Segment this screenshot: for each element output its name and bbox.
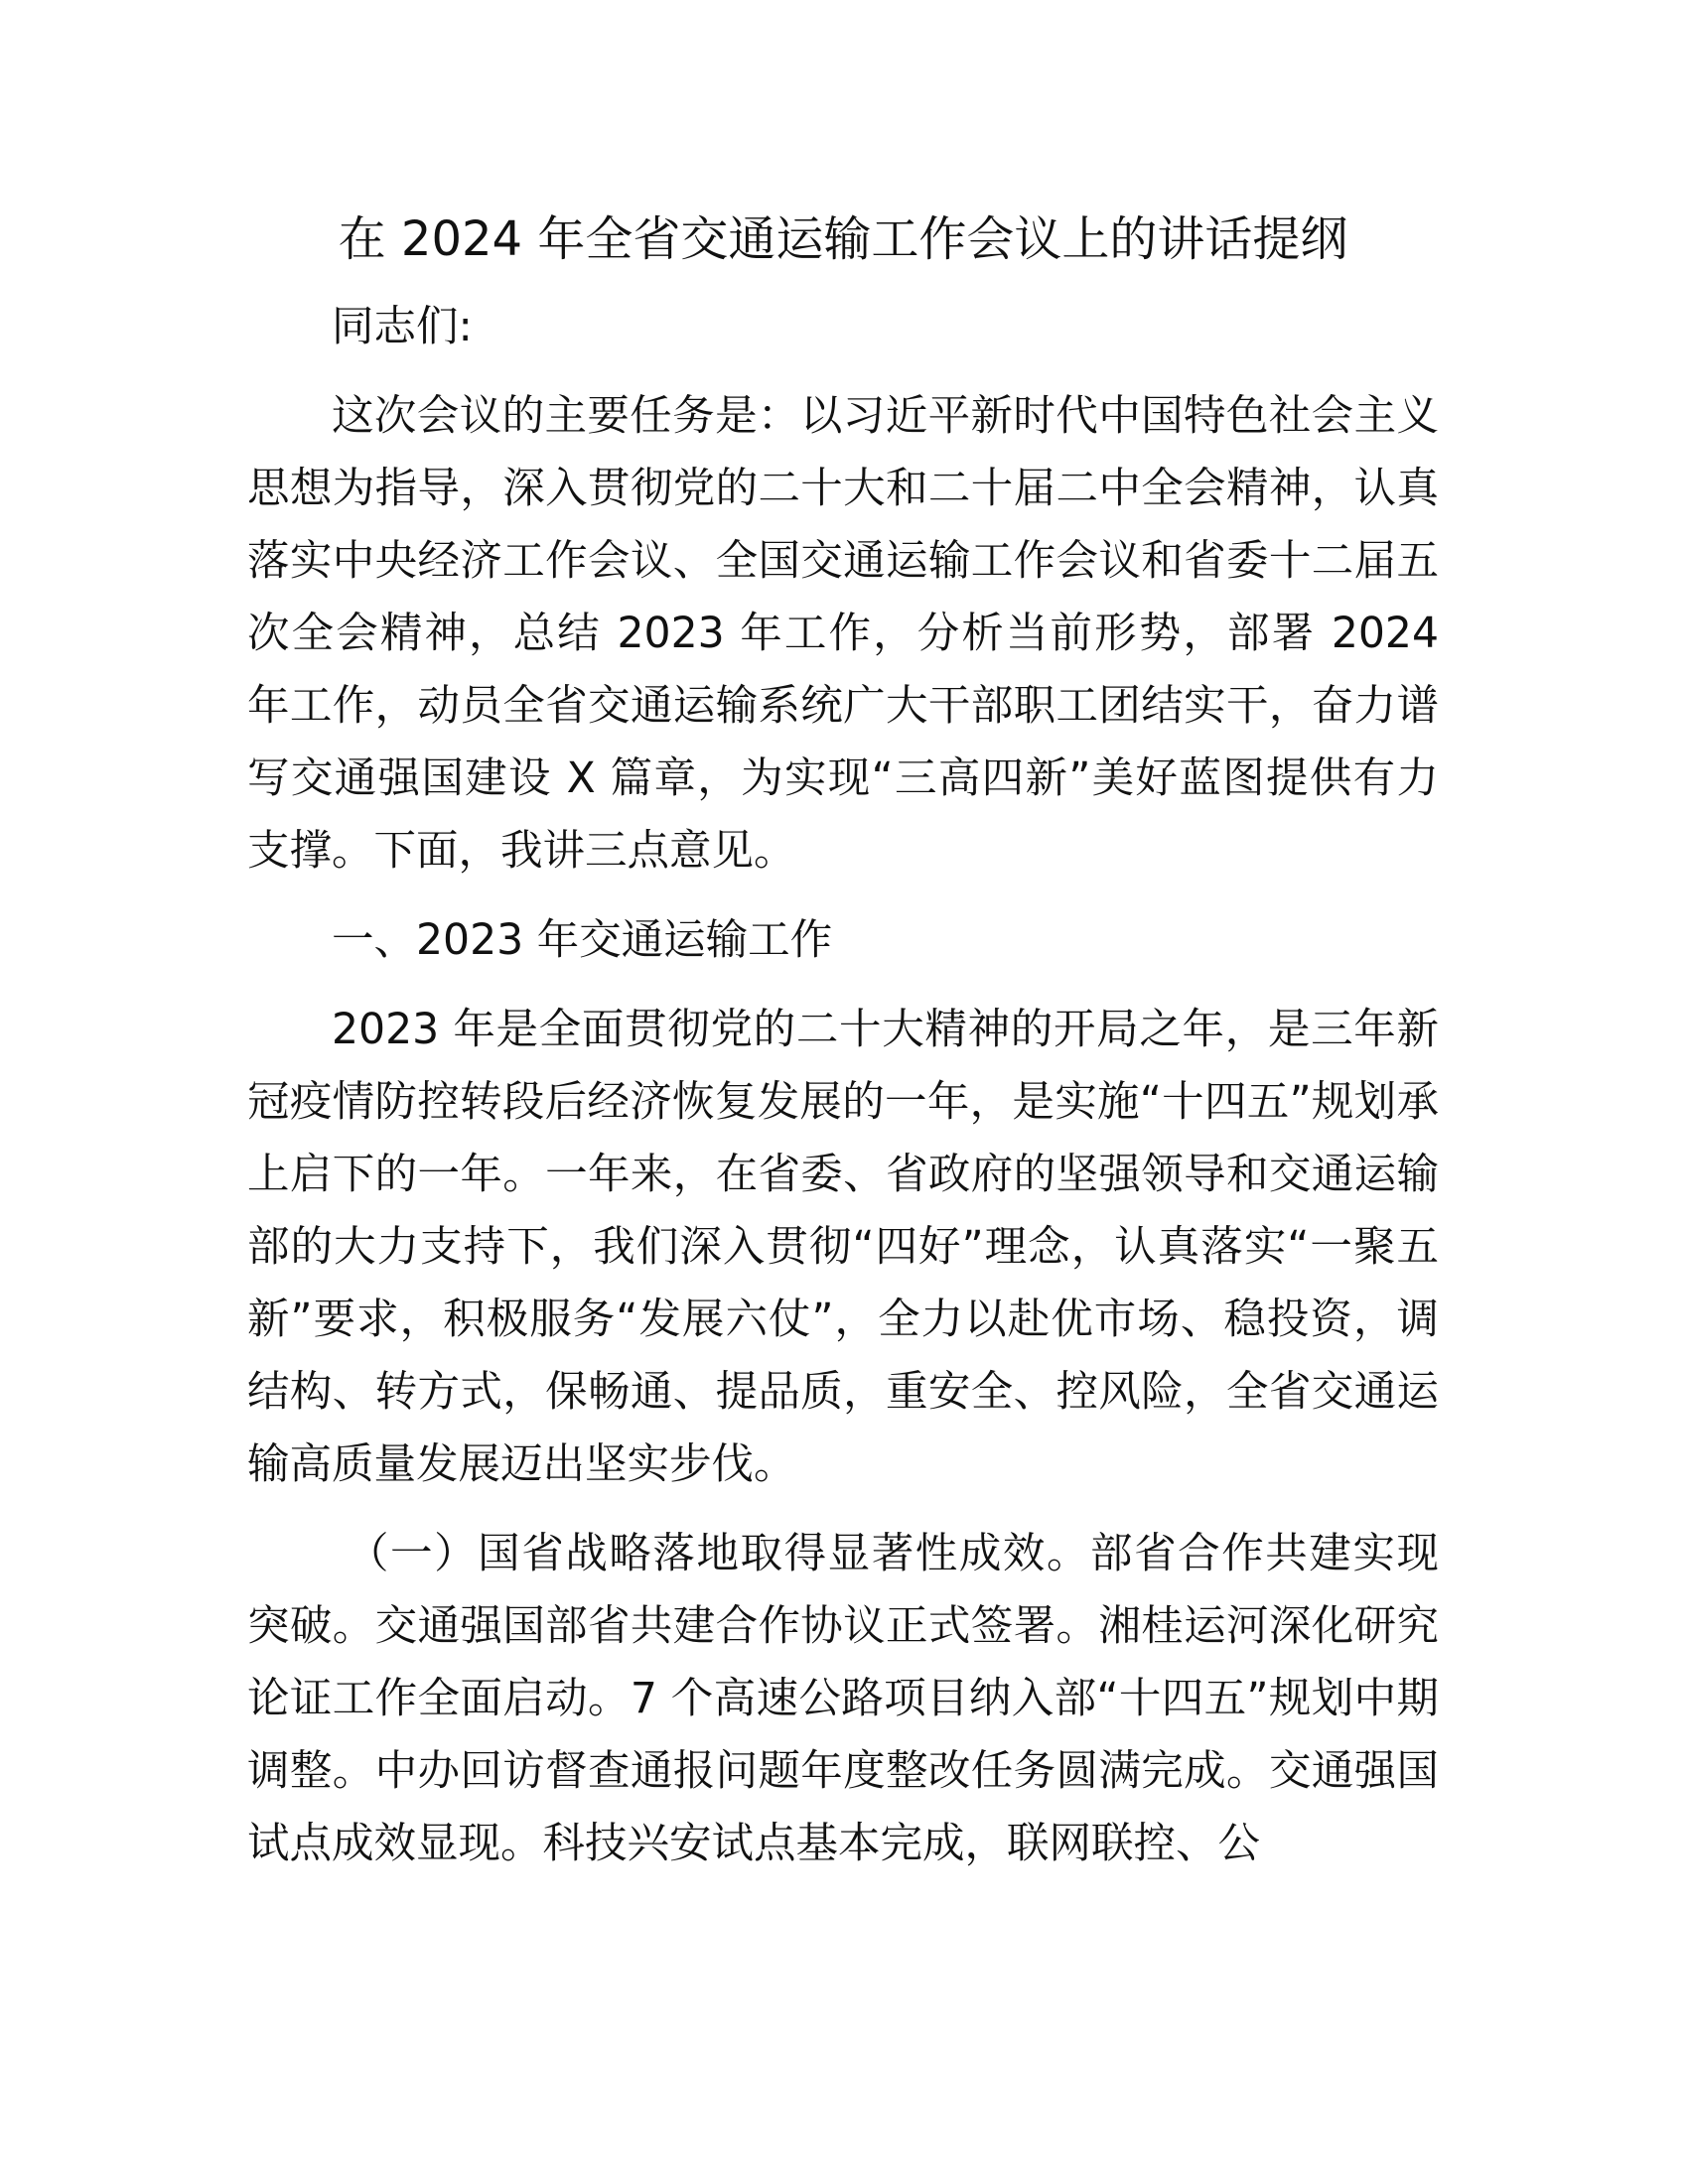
salutation: 同志们:: [332, 303, 473, 351]
paragraph-intro: 这次会议的主要任务是：以习近平新时代中国特色社会主义思想为指导，深入贯彻党的二十大和二十届二中全会精神，认真落实中央经济工作会议、全国交通运输工作会议和省委十二届五次全会精神，总结 2023 年工作，分析当前形势，部署 2024 年工作，动员全省交通运输系统广大干部职工团结实干，奋力谱写交通强国建设 X 篇章，为实现“三高四新”美好蓝图提供有力支撑。下面，我讲三点意见。: [247, 392, 1439, 876]
paragraph-2023-overview: 2023 年是全面贯彻党的二十大精神的开局之年，是三年新冠疫情防控转段后经济恢复发展的一年，是实施“十四五”规划承上启下的一年。一年来，在省委、省政府的坚强领导和交通运输部的大力支持下，我们深入贯彻“四好”理念，认真落实“一聚五新”要求，积极服务“发展六仗”，全力以赴优市场、稳投资，调结构、转方式，保畅通、提品质，重安全、控风险，全省交通运输高质量发展迈出坚实步伐。: [247, 1006, 1439, 1489]
document-body: [247, 201, 1439, 1880]
paragraph-subsection-1: （一）国省战略落地取得显著性成效。部省合作共建实现突破。交通强国部省共建合作协议正式签署。湘桂运河深化研究论证工作全面启动。7 个高速公路项目纳入部“十四五”规划中期调整。中办回访督查通报问题年度整改任务圆满完成。交通强国试点成效显现。科技兴安试点基本完成，联网联控、公: [247, 1530, 1439, 1868]
document-title: 在 2024 年全省交通运输工作会议上的讲话提纲: [338, 211, 1348, 267]
section-heading-1: 一、2023 年交通运输工作: [332, 916, 833, 965]
